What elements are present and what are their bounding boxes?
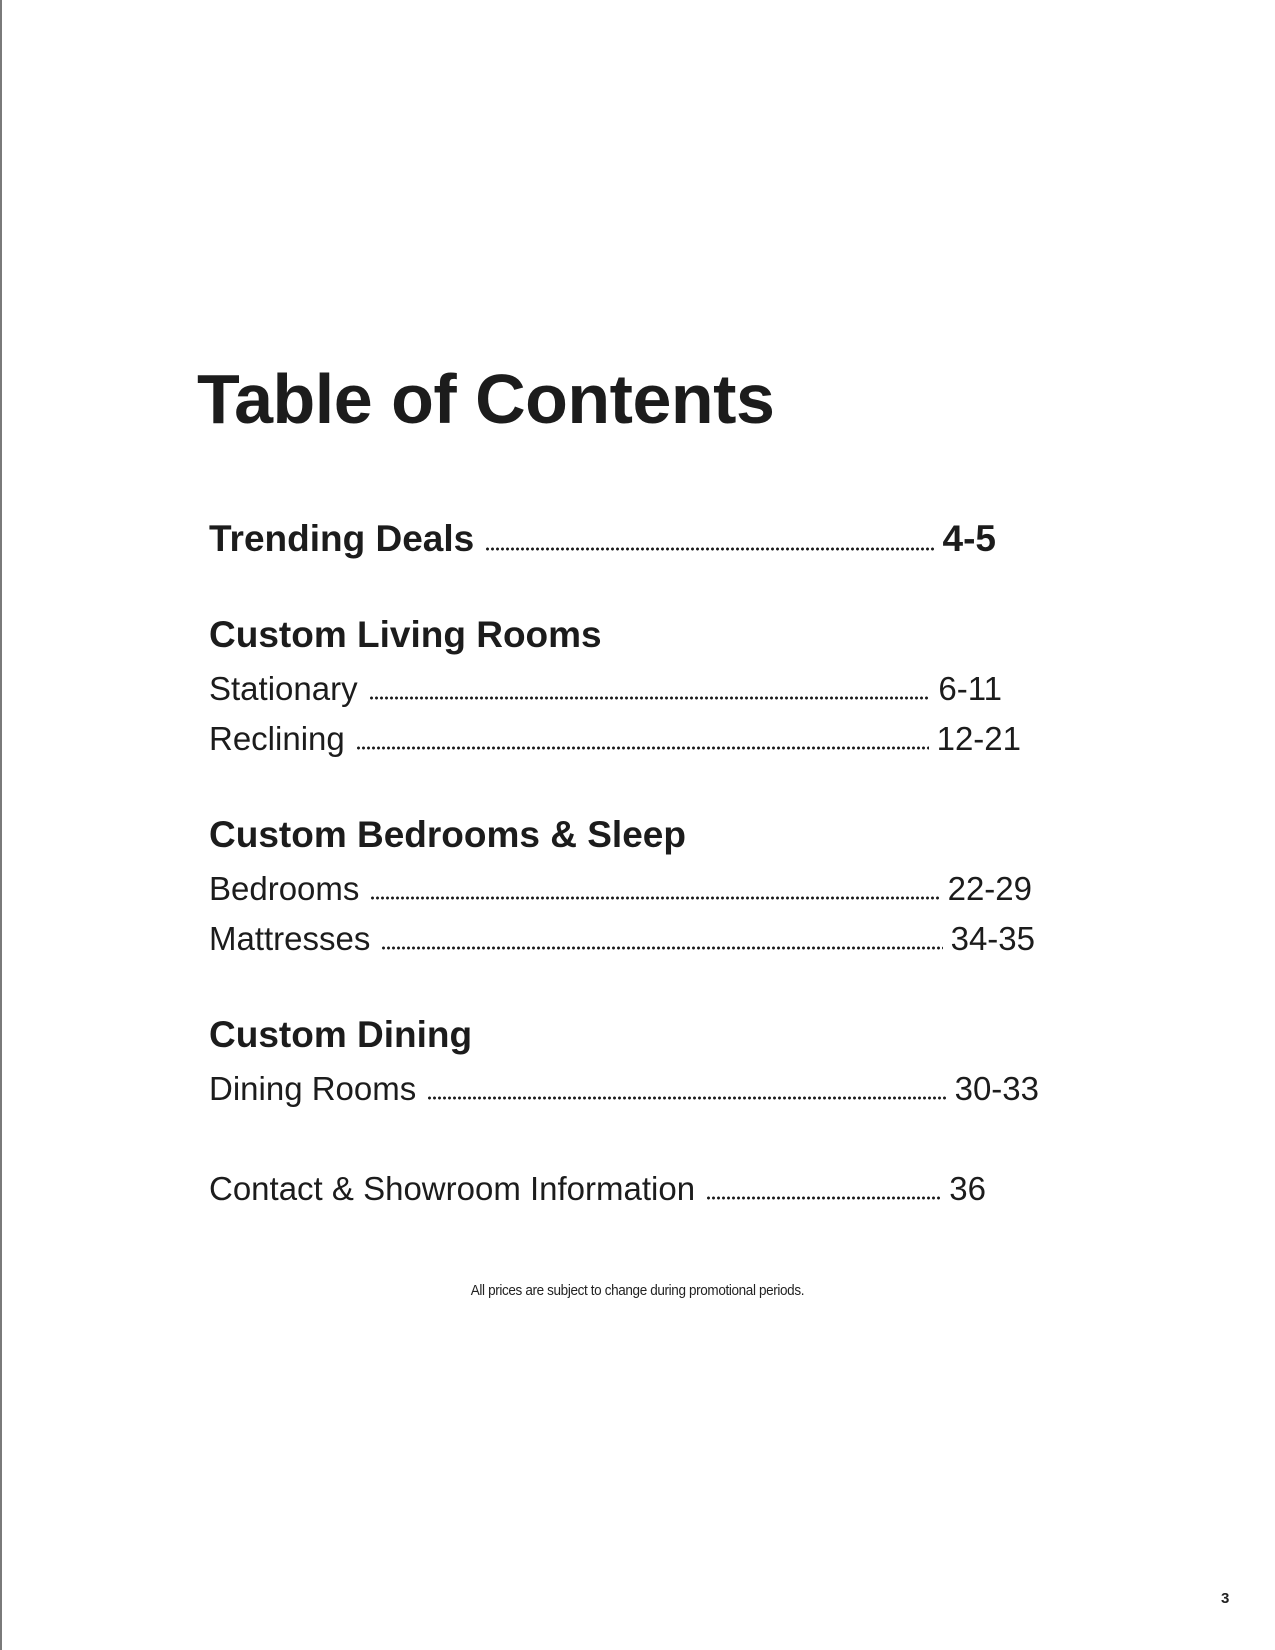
toc-entry-pages: 30-33	[954, 1070, 1039, 1107]
toc-entry-mattresses[interactable]	[209, 920, 1035, 958]
dot-leader	[485, 547, 934, 551]
toc-entry-label: Dining Rooms	[209, 1070, 417, 1107]
toc-entry-label: Bedrooms	[209, 870, 360, 907]
toc-entry-pages: 36	[949, 1170, 986, 1207]
toc-entry-label: Stationary	[209, 670, 358, 707]
toc-entry-label: Contact & Showroom Information	[209, 1170, 696, 1207]
dot-leader	[369, 696, 931, 700]
dot-leader	[370, 896, 939, 900]
toc-entry-pages: 34-35	[950, 920, 1035, 957]
dot-leader	[356, 746, 929, 750]
dot-leader	[706, 1196, 941, 1200]
toc-entry-contact-showroom[interactable]	[209, 1170, 986, 1208]
page-number: 3	[1221, 1590, 1230, 1607]
toc-entry-pages: 12-21	[936, 720, 1021, 757]
price-disclaimer: All prices are subject to change during promotional periods.	[470, 1282, 805, 1299]
toc-entry-bedrooms[interactable]	[209, 870, 1032, 908]
toc-entry-pages: 4-5	[942, 518, 996, 559]
toc-entry-reclining[interactable]	[209, 720, 1021, 758]
toc-entry-trending-deals[interactable]	[209, 518, 996, 560]
section-heading-dining: Custom Dining	[209, 1014, 473, 1055]
toc-entry-label: Reclining	[209, 720, 345, 757]
section-heading-living-rooms: Custom Living Rooms	[209, 614, 602, 655]
toc-entry-pages: 6-11	[938, 670, 1002, 707]
toc-entry-label: Trending Deals	[209, 518, 475, 559]
section-heading-bedrooms-sleep: Custom Bedrooms & Sleep	[209, 814, 686, 855]
toc-entry-label: Mattresses	[209, 920, 371, 957]
page-edge	[0, 0, 2, 1650]
page-title: Table of Contents	[197, 360, 775, 438]
toc-entry-dining-rooms[interactable]	[209, 1070, 1039, 1108]
toc-entry-pages: 22-29	[947, 870, 1032, 907]
dot-leader	[381, 946, 942, 950]
toc-entry-stationary[interactable]	[209, 670, 1002, 708]
dot-leader	[427, 1096, 946, 1100]
